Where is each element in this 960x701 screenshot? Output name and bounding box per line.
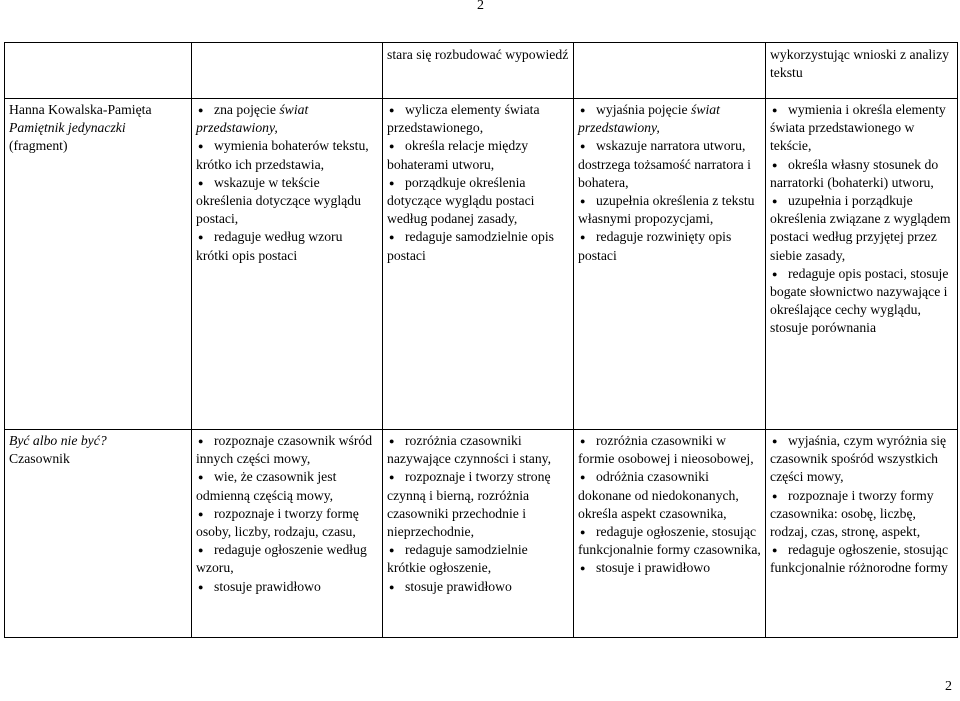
bullet-icon: ● — [198, 581, 204, 592]
criterion-text: rozpoznaje i tworzy stronę czynną i bierną, rozróżnia czasowniki przechodnie i nieprzechodnie, — [387, 469, 551, 540]
list-item — [196, 432, 378, 468]
criteria-list — [196, 101, 378, 265]
bullet-icon: ● — [580, 196, 586, 207]
bullet-icon: ● — [772, 159, 778, 170]
criterion-text: redaguje ogłoszenie według wzoru, — [196, 542, 367, 576]
page-number-top: 2 — [477, 0, 484, 13]
bullet-icon: ● — [389, 436, 395, 446]
criteria-cell — [574, 430, 766, 638]
criteria-list — [578, 432, 761, 578]
list-item — [387, 101, 569, 137]
bullet-icon: ● — [772, 490, 778, 501]
list-item — [387, 137, 569, 173]
bullet-icon: ● — [198, 177, 204, 188]
list-item — [578, 468, 761, 523]
criterion-text: redaguje rozwinięty opis postaci — [578, 229, 732, 263]
criterion-text: rozpoznaje czasownik wśród innych części mowy, — [196, 433, 373, 467]
criterion-text: wyjaśnia, czym wyróżnia się czasownik spośród wszystkich części mowy, — [770, 433, 947, 485]
bullet-icon: ● — [198, 105, 204, 115]
bullet-icon: ● — [198, 141, 204, 152]
criterion-text: określa relacje między bohaterami utworu, — [387, 138, 529, 172]
criteria-list — [578, 101, 761, 265]
list-item — [770, 541, 953, 577]
criterion-text: redaguje samodzielnie krótkie ogłoszenie, — [387, 542, 528, 576]
topic-subject: Czasownik — [9, 451, 70, 467]
criterion-text: wymienia bohaterów tekstu, krótko ich przedstawia, — [196, 138, 369, 172]
bullet-icon: ● — [580, 472, 586, 483]
page-number-bottom: 2 — [945, 679, 952, 694]
criterion-text: wylicza elementy świata przedstawionego, — [387, 102, 540, 136]
criterion-text: redaguje ogłoszenie, stosując funkcjonalnie różnorodne formy — [770, 542, 949, 576]
list-item — [196, 174, 378, 229]
list-item — [578, 192, 761, 228]
list-item — [770, 156, 953, 192]
table-header-row — [5, 43, 958, 99]
topic-note: (fragment) — [9, 138, 68, 154]
bullet-icon: ● — [772, 268, 778, 279]
bullet-icon: ● — [580, 105, 586, 115]
list-item — [196, 578, 378, 596]
list-item — [387, 468, 569, 541]
criteria-cell — [383, 430, 574, 638]
criteria-list — [770, 432, 953, 578]
list-item — [196, 137, 378, 173]
list-item — [578, 559, 761, 577]
criterion-text: wskazuje narratora utworu, dostrzega tożsamość narratora i bohatera, — [578, 138, 751, 190]
topic-author: Hanna Kowalska-Pamięta — [9, 102, 152, 117]
table-row — [5, 430, 958, 638]
bullet-icon: ● — [580, 436, 586, 446]
list-item — [387, 228, 569, 264]
bullet-icon: ● — [580, 232, 586, 243]
criteria-list — [387, 101, 569, 265]
bullet-icon: ● — [772, 105, 778, 115]
criteria-cell — [766, 99, 958, 430]
bullet-icon: ● — [389, 545, 395, 556]
list-item — [578, 228, 761, 264]
topic-cell — [5, 430, 192, 638]
criterion-text: stosuje prawidłowo — [405, 578, 512, 594]
list-item — [196, 101, 378, 137]
list-item — [196, 505, 378, 541]
criterion-term: świat przedstawiony, — [578, 102, 720, 136]
criterion-text: rozróżnia czasowniki w formie osobowej i nieosobowej, — [578, 433, 754, 467]
topic-title: Pamiętnik jedynaczki — [9, 120, 126, 136]
header-cell: stara się rozbudować wypowiedź — [383, 43, 574, 99]
criterion-text: porządkuje określenia dotyczące wyglądu postaci według podanej zasady, — [387, 174, 535, 227]
list-item — [387, 432, 569, 468]
bullet-icon: ● — [198, 232, 204, 243]
list-item — [387, 578, 569, 596]
header-cell — [192, 43, 383, 99]
bullet-icon: ● — [198, 508, 204, 519]
list-item — [387, 541, 569, 577]
criteria-cell — [766, 430, 958, 638]
bullet-icon: ● — [389, 177, 395, 188]
criteria-cell — [192, 99, 383, 430]
criterion-text: redaguje opis postaci, stosuje bogate słownictwo nazywające i określające cechy wyglądu, stosuje porównania — [770, 265, 949, 336]
bullet-icon: ● — [580, 527, 586, 538]
criterion-text: redaguje według wzoru krótki opis postaci — [196, 229, 343, 263]
list-item — [578, 101, 761, 137]
bullet-icon: ● — [389, 232, 395, 243]
criteria-list — [196, 432, 378, 596]
list-item — [770, 487, 953, 542]
bullet-icon: ● — [389, 472, 395, 483]
criterion-text: rozpoznaje i tworzy formy czasownika: osobę, liczbę, rodzaj, czas, stronę, aspekt, — [770, 487, 934, 540]
criterion-text: określa własny stosunek do narratorki (bohaterki) utworu, — [770, 156, 939, 190]
criterion-text: rozpoznaje i tworzy formę osoby, liczby, rodzaju, czasu, — [196, 505, 359, 540]
header-cell: wykorzystując wnioski z analizy tekstu — [766, 43, 958, 99]
criteria-list — [770, 101, 953, 338]
bullet-icon: ● — [580, 141, 586, 152]
criteria-cell — [192, 430, 383, 638]
bullet-icon: ● — [198, 436, 204, 446]
criterion-text: redaguje ogłoszenie, stosując funkcjonalnie formy czasownika, — [578, 524, 761, 558]
criterion-text: wie, że czasownik jest odmienną częścią mowy, — [196, 469, 337, 503]
criterion-text: odróżnia czasowniki dokonane od niedokonanych, określa aspekt czasownika, — [578, 469, 739, 521]
bullet-icon: ● — [198, 472, 204, 483]
list-item — [196, 468, 378, 504]
bullet-icon: ● — [772, 196, 778, 207]
criterion-text: uzupełnia i porządkuje określenia związane z wyglądem postaci według przyjętej przez siebie zasady, — [770, 193, 951, 263]
criteria-list — [387, 432, 569, 596]
list-item — [387, 174, 569, 229]
criterion-text: wskazuje w tekście określenia dotyczące wyglądu postaci, — [196, 174, 361, 227]
list-item — [578, 523, 761, 559]
bullet-icon: ● — [389, 581, 395, 592]
criterion-text: rozróżnia czasowniki nazywające czynności i stany, — [387, 433, 552, 467]
criterion-text: uzupełnia określenia z tekstu własnymi propozycjami, — [578, 193, 755, 227]
list-item — [770, 432, 953, 487]
header-cell — [574, 43, 766, 99]
requirements-table — [4, 42, 958, 638]
bullet-icon: ● — [772, 545, 778, 556]
table-row — [5, 99, 958, 430]
criterion-text: stosuje prawidłowo — [214, 578, 321, 594]
list-item — [196, 228, 378, 264]
list-item — [578, 137, 761, 192]
bullet-icon: ● — [580, 563, 586, 574]
bullet-icon: ● — [772, 436, 778, 446]
topic-title: Być albo nie być? — [9, 433, 107, 448]
bullet-icon: ● — [389, 105, 395, 115]
criterion-text: stosuje i prawidłowo — [596, 560, 711, 576]
criterion-text: wyjaśnia pojęcie — [596, 102, 692, 117]
bullet-icon: ● — [198, 545, 204, 556]
list-item — [578, 432, 761, 468]
criteria-cell — [383, 99, 574, 430]
list-item — [770, 265, 953, 338]
criterion-text: redaguje samodzielnie opis postaci — [387, 229, 554, 263]
bullet-icon: ● — [389, 141, 395, 152]
criterion-text: zna pojęcie — [214, 102, 280, 117]
criterion-text: wymienia i określa elementy świata przedstawionego w tekście, — [770, 102, 946, 154]
criteria-cell — [574, 99, 766, 430]
list-item — [770, 101, 953, 156]
criterion-term: świat przedstawiony, — [196, 102, 309, 136]
list-item — [770, 192, 953, 265]
topic-cell — [5, 99, 192, 430]
list-item — [196, 541, 378, 577]
header-cell — [5, 43, 192, 99]
